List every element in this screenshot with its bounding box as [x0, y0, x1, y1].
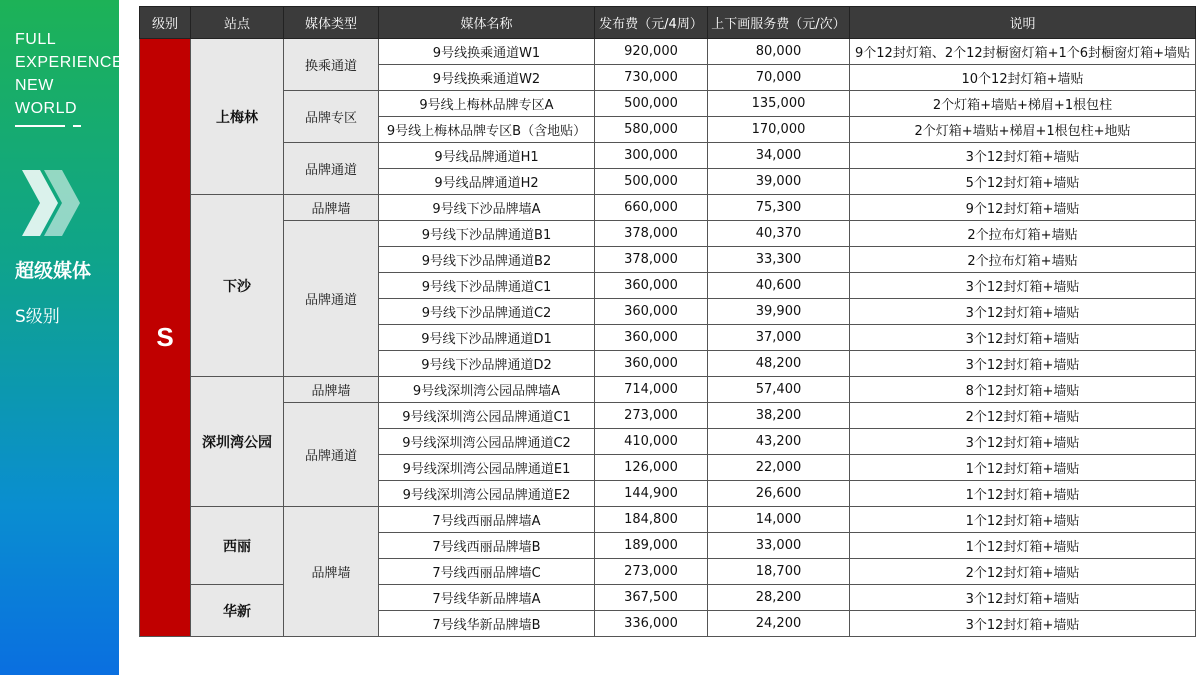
publish-fee-cell: 273,000: [595, 559, 708, 585]
description-cell: 1个12封灯箱+墙贴: [850, 481, 1196, 507]
table-row: [140, 39, 1196, 65]
description-cell: 1个12封灯箱+墙贴: [850, 507, 1196, 533]
media-name-cell: 9号线深圳湾公园品牌墙A: [379, 377, 595, 403]
media-price-table: [139, 6, 1196, 637]
media-name-cell: 9号线下沙品牌墙A: [379, 195, 595, 221]
media-type-cell: 品牌墙: [284, 195, 379, 221]
media-name-cell: 9号线下沙品牌通道B1: [379, 221, 595, 247]
service-fee-cell: 34,000: [708, 143, 850, 169]
description-cell: 3个12封灯箱+墙贴: [850, 429, 1196, 455]
publish-fee-cell: 273,000: [595, 403, 708, 429]
description-cell: 2个灯箱+墙贴+梯眉+1根包柱: [850, 91, 1196, 117]
publish-fee-cell: 360,000: [595, 273, 708, 299]
station-cell: 华新: [191, 585, 284, 637]
station-cell: 深圳湾公园: [191, 377, 284, 507]
table-header-row: [140, 7, 1196, 39]
station-cell: 西丽: [191, 507, 284, 585]
tagline-line: FULL: [15, 31, 57, 48]
service-fee-cell: 33,000: [708, 533, 850, 559]
description-cell: 3个12封灯箱+墙贴: [850, 143, 1196, 169]
service-fee-cell: 75,300: [708, 195, 850, 221]
description-cell: 1个12封灯箱+墙贴: [850, 455, 1196, 481]
service-fee-cell: 39,000: [708, 169, 850, 195]
description-cell: 9个12封灯箱+墙贴: [850, 195, 1196, 221]
media-table-container: [139, 6, 1196, 637]
service-fee-cell: 70,000: [708, 65, 850, 91]
publish-fee-cell: 336,000: [595, 611, 708, 637]
table-row: [140, 507, 1196, 533]
media-name-cell: 9号线深圳湾公园品牌通道E2: [379, 481, 595, 507]
description-cell: 3个12封灯箱+墙贴: [850, 585, 1196, 611]
description-cell: 2个拉布灯箱+墙贴: [850, 247, 1196, 273]
table-row: [140, 377, 1196, 403]
publish-fee-cell: 500,000: [595, 91, 708, 117]
service-fee-cell: 48,200: [708, 351, 850, 377]
media-name-cell: 9号线深圳湾公园品牌通道C1: [379, 403, 595, 429]
description-cell: 9个12封灯箱、2个12封橱窗灯箱+1个6封橱窗灯箱+墙贴: [850, 39, 1196, 65]
sidebar: [0, 0, 124, 675]
description-cell: 3个12封灯箱+墙贴: [850, 325, 1196, 351]
media-name-cell: 7号线西丽品牌墙B: [379, 533, 595, 559]
service-fee-cell: 22,000: [708, 455, 850, 481]
header-media-type: 媒体类型: [284, 7, 379, 39]
description-cell: 2个12封灯箱+墙贴: [850, 403, 1196, 429]
media-name-cell: 9号线深圳湾公园品牌通道E1: [379, 455, 595, 481]
media-type-cell: 品牌专区: [284, 91, 379, 143]
publish-fee-cell: 714,000: [595, 377, 708, 403]
media-name-cell: 9号线品牌通道H2: [379, 169, 595, 195]
media-type-cell: 品牌墙: [284, 507, 379, 637]
description-cell: 2个拉布灯箱+墙贴: [850, 221, 1196, 247]
header-service-fee: 上下画服务费（元/次）: [708, 7, 850, 39]
description-cell: 3个12封灯箱+墙贴: [850, 273, 1196, 299]
service-fee-cell: 135,000: [708, 91, 850, 117]
table-row: [140, 195, 1196, 221]
service-fee-cell: 33,300: [708, 247, 850, 273]
publish-fee-cell: 660,000: [595, 195, 708, 221]
publish-fee-cell: 360,000: [595, 299, 708, 325]
description-cell: 10个12封灯箱+墙贴: [850, 65, 1196, 91]
service-fee-cell: 80,000: [708, 39, 850, 65]
table-row: [140, 91, 1196, 117]
description-cell: 3个12封灯箱+墙贴: [850, 299, 1196, 325]
tagline: [15, 28, 123, 120]
media-name-cell: 9号线下沙品牌通道B2: [379, 247, 595, 273]
service-fee-cell: 40,600: [708, 273, 850, 299]
service-fee-cell: 170,000: [708, 117, 850, 143]
publish-fee-cell: 500,000: [595, 169, 708, 195]
header-media-name: 媒体名称: [379, 7, 595, 39]
header-level: 级别: [140, 7, 191, 39]
description-cell: 3个12封灯箱+墙贴: [850, 611, 1196, 637]
media-type-cell: 品牌通道: [284, 143, 379, 195]
media-name-cell: 9号线深圳湾公园品牌通道C2: [379, 429, 595, 455]
station-cell: 下沙: [191, 195, 284, 377]
publish-fee-cell: 367,500: [595, 585, 708, 611]
media-type-cell: 品牌墙: [284, 377, 379, 403]
media-name-cell: 9号线下沙品牌通道D1: [379, 325, 595, 351]
publish-fee-cell: 189,000: [595, 533, 708, 559]
publish-fee-cell: 378,000: [595, 247, 708, 273]
service-fee-cell: 14,000: [708, 507, 850, 533]
header-station: 站点: [191, 7, 284, 39]
media-name-cell: 9号线上梅林品牌专区A: [379, 91, 595, 117]
service-fee-cell: 38,200: [708, 403, 850, 429]
description-cell: 1个12封灯箱+墙贴: [850, 533, 1196, 559]
media-name-cell: 9号线上梅林品牌专区B（含地贴）: [379, 117, 595, 143]
service-fee-cell: 40,370: [708, 221, 850, 247]
description-cell: 2个12封灯箱+墙贴: [850, 559, 1196, 585]
media-name-cell: 7号线西丽品牌墙A: [379, 507, 595, 533]
description-cell: 3个12封灯箱+墙贴: [850, 351, 1196, 377]
media-name-cell: 9号线换乘通道W1: [379, 39, 595, 65]
divider: [73, 125, 81, 127]
service-fee-cell: 57,400: [708, 377, 850, 403]
media-name-cell: 9号线下沙品牌通道D2: [379, 351, 595, 377]
publish-fee-cell: 580,000: [595, 117, 708, 143]
media-name-cell: 9号线换乘通道W2: [379, 65, 595, 91]
description-cell: 2个灯箱+墙贴+梯眉+1根包柱+地贴: [850, 117, 1196, 143]
publish-fee-cell: 360,000: [595, 351, 708, 377]
media-name-cell: 9号线品牌通道H1: [379, 143, 595, 169]
media-name-cell: 7号线西丽品牌墙C: [379, 559, 595, 585]
tagline-line: WORLD: [15, 100, 78, 117]
header-publish-fee: 发布费（元/4周）: [595, 7, 708, 39]
category-title: 超级媒体: [15, 260, 92, 282]
description-cell: 8个12封灯箱+墙贴: [850, 377, 1196, 403]
publish-fee-cell: 730,000: [595, 65, 708, 91]
media-name-cell: 9号线下沙品牌通道C2: [379, 299, 595, 325]
table-row: [140, 221, 1196, 247]
station-cell: 上梅林: [191, 39, 284, 195]
media-name-cell: 7号线华新品牌墙B: [379, 611, 595, 637]
media-name-cell: 7号线华新品牌墙A: [379, 585, 595, 611]
tagline-line: NEW: [15, 77, 54, 94]
publish-fee-cell: 126,000: [595, 455, 708, 481]
tagline-line: EXPERIENCE: [15, 54, 124, 71]
media-type-cell: 品牌通道: [284, 221, 379, 377]
level-cell: S: [140, 39, 191, 637]
header-description: 说明: [850, 7, 1196, 39]
double-chevron-icon: [20, 170, 80, 236]
publish-fee-cell: 378,000: [595, 221, 708, 247]
description-cell: 5个12封灯箱+墙贴: [850, 169, 1196, 195]
publish-fee-cell: 184,800: [595, 507, 708, 533]
service-fee-cell: 26,600: [708, 481, 850, 507]
publish-fee-cell: 410,000: [595, 429, 708, 455]
service-fee-cell: 18,700: [708, 559, 850, 585]
table-row: [140, 143, 1196, 169]
media-type-cell: 品牌通道: [284, 403, 379, 507]
service-fee-cell: 43,200: [708, 429, 850, 455]
publish-fee-cell: 144,900: [595, 481, 708, 507]
media-type-cell: 换乘通道: [284, 39, 379, 91]
category-subtitle: S级别: [15, 307, 60, 327]
publish-fee-cell: 360,000: [595, 325, 708, 351]
publish-fee-cell: 920,000: [595, 39, 708, 65]
publish-fee-cell: 300,000: [595, 143, 708, 169]
media-name-cell: 9号线下沙品牌通道C1: [379, 273, 595, 299]
service-fee-cell: 24,200: [708, 611, 850, 637]
service-fee-cell: 39,900: [708, 299, 850, 325]
divider: [15, 125, 65, 127]
service-fee-cell: 37,000: [708, 325, 850, 351]
table-row: [140, 403, 1196, 429]
service-fee-cell: 28,200: [708, 585, 850, 611]
